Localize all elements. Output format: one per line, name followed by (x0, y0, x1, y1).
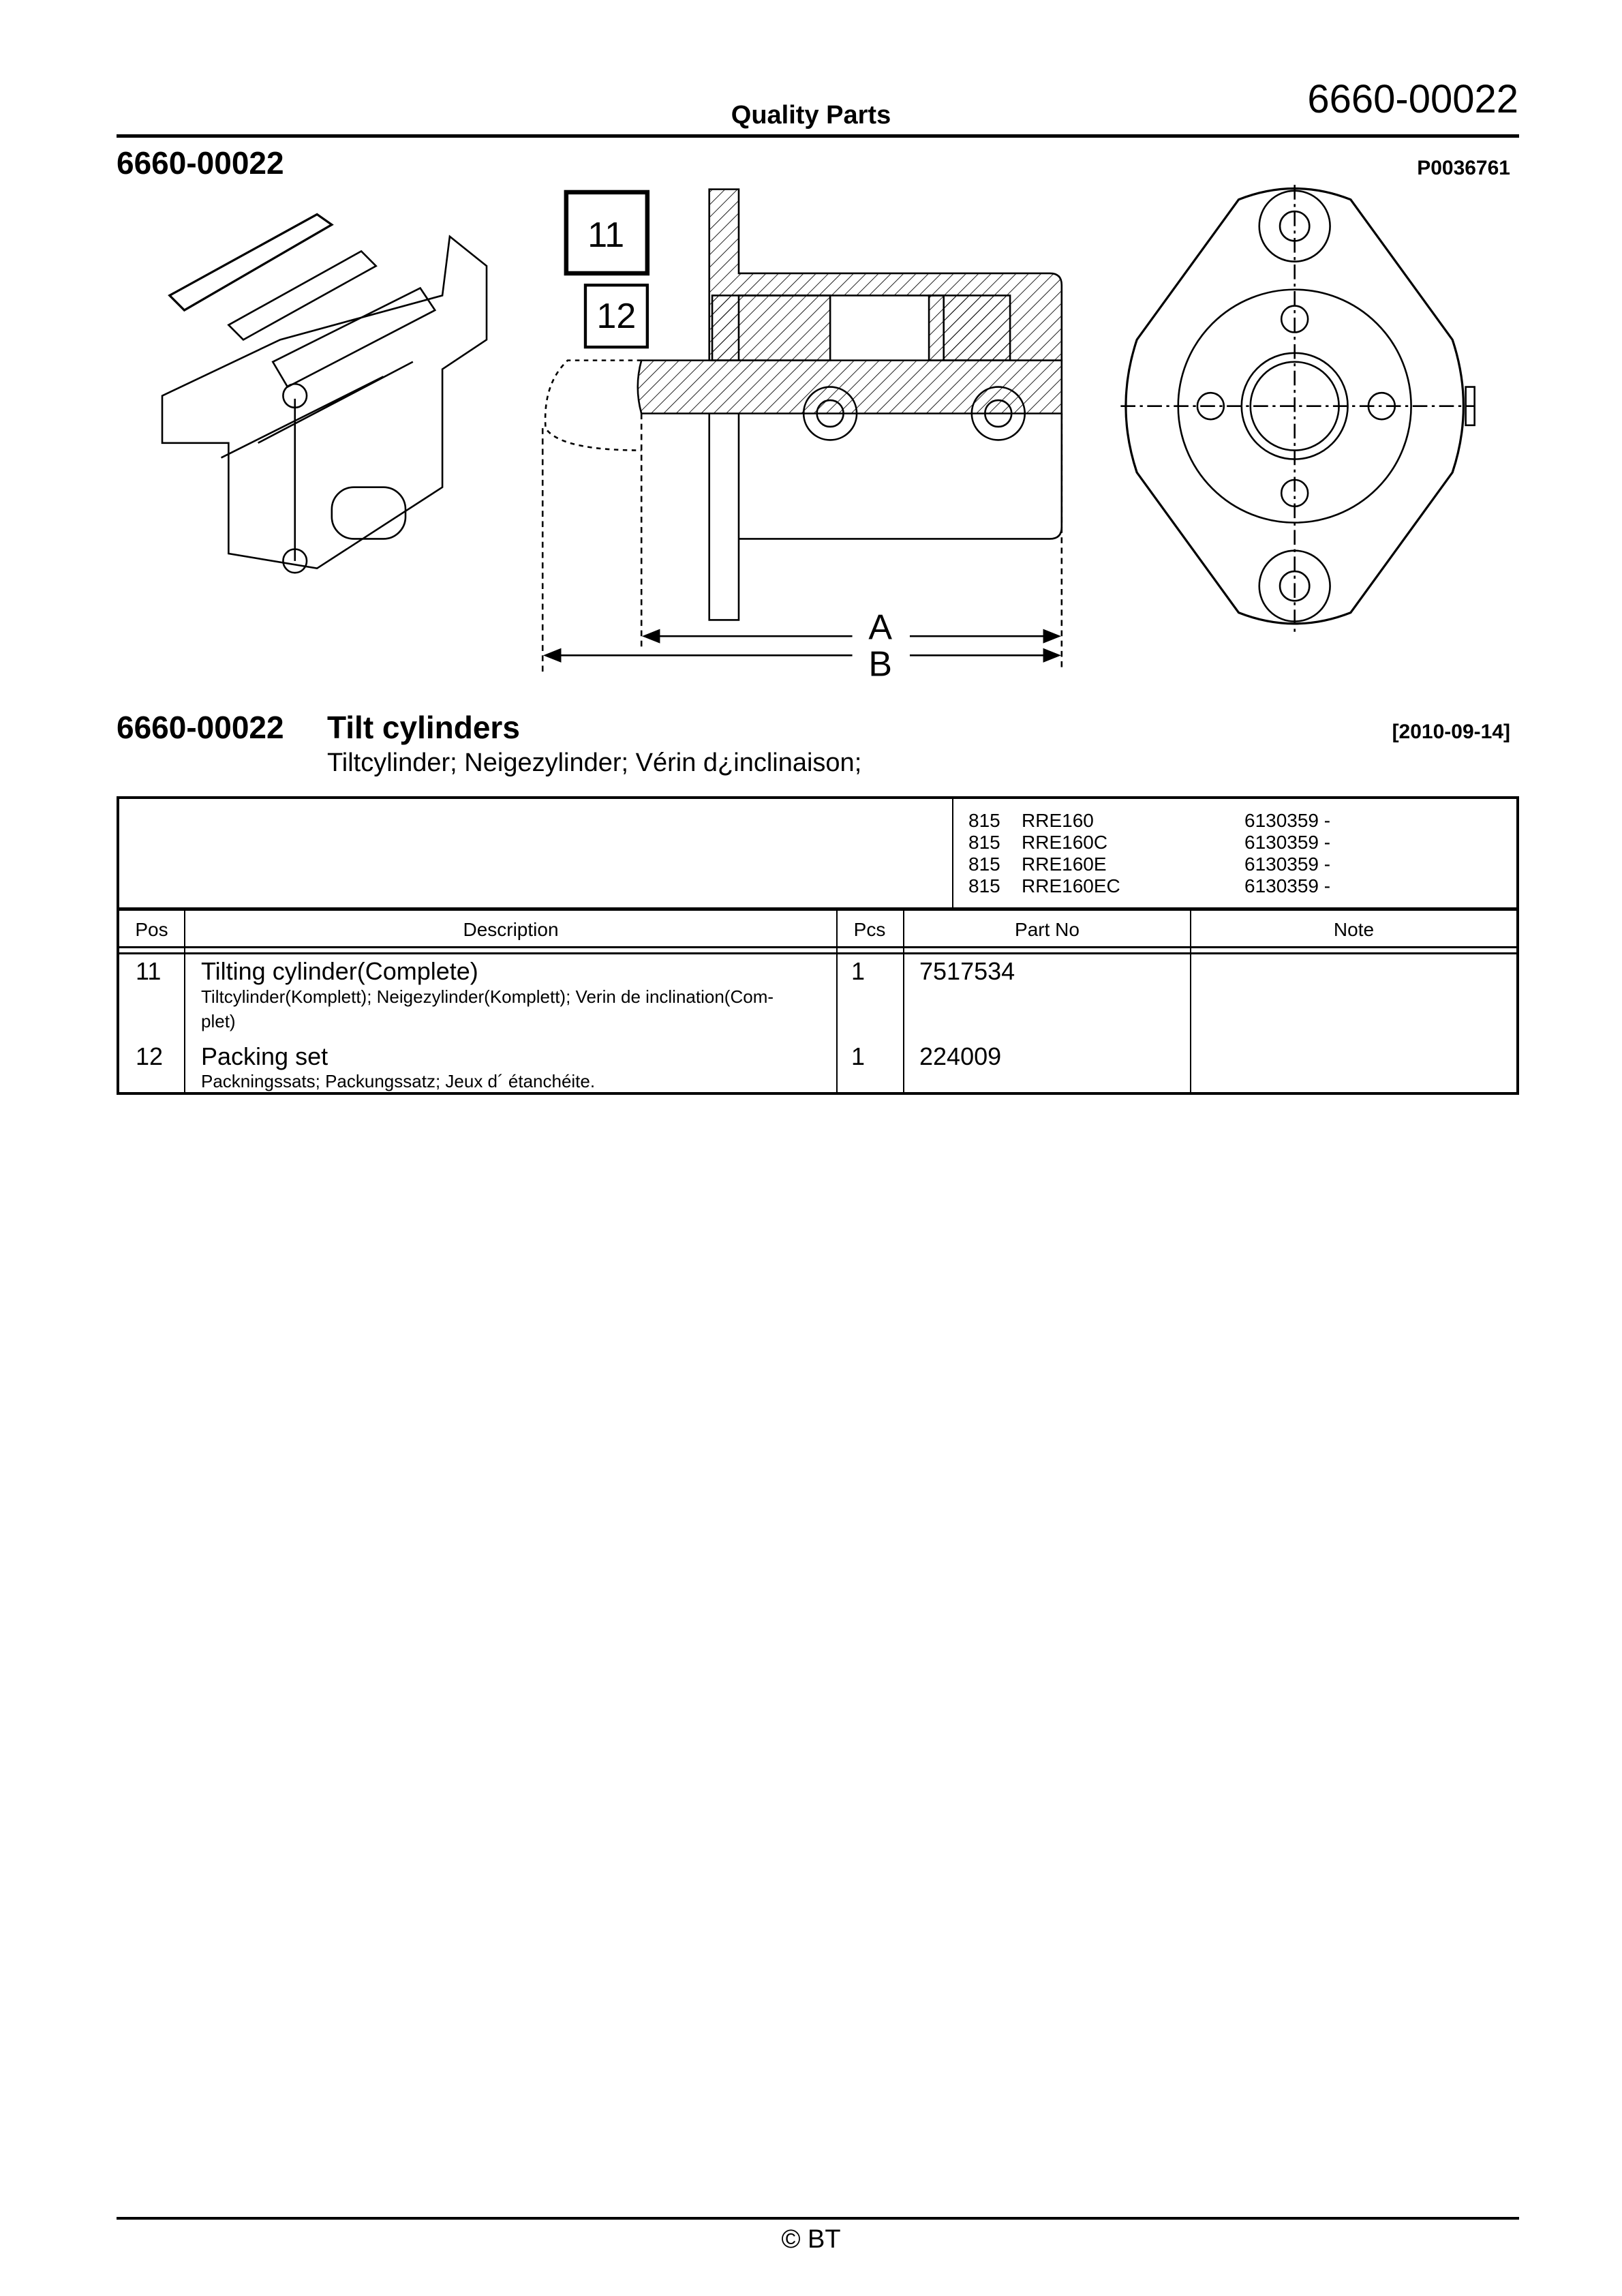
row-translation: Tiltcylinder(Komplett); Neigezylinder(Komplett); Verin de inclination(Com- (201, 986, 774, 1007)
illustration-id: P0036761 (1417, 157, 1510, 179)
header-title: Quality Parts (731, 101, 891, 130)
model-code: 815 (968, 854, 1000, 875)
dimension-b-label: B (868, 644, 893, 684)
group-subtitle: Tiltcylinder; Neigezylinder; Vérin d¿inclinaison; (327, 749, 862, 777)
row-pcs: 1 (851, 957, 866, 985)
model-applicability (119, 799, 1516, 911)
model-name: RRE160C (1022, 832, 1108, 853)
row-part-no: 224009 (919, 1042, 1002, 1070)
model-serial: 6130359 - (1244, 810, 1331, 831)
cylinder-cross-section (542, 190, 1062, 684)
header-pos: Pos (135, 919, 168, 940)
model-divider (952, 799, 953, 907)
header-double-line (119, 946, 1516, 948)
model-name: RRE160E (1022, 854, 1107, 875)
header-part-no: Part No (1015, 919, 1080, 940)
callout-12: 12 (596, 297, 637, 337)
header-description: Description (463, 919, 559, 940)
assembly-isometric-drawing (162, 214, 487, 573)
group-title: Tilt cylinders (327, 710, 520, 745)
callout-11: 11 (587, 215, 625, 256)
row-pcs: 1 (851, 1042, 866, 1070)
model-serial: 6130359 - (1244, 875, 1331, 896)
row-translation-cont: plet) (201, 1011, 236, 1031)
parts-table (117, 796, 1519, 1095)
row-description: Tilting cylinder(Complete) (201, 957, 478, 985)
row-pos: 12 (136, 1042, 164, 1070)
row-description: Packing set (201, 1042, 328, 1070)
section-catalog-number: 6660-00022 (117, 145, 284, 181)
header-double-line (119, 952, 1516, 954)
model-code: 815 (968, 875, 1000, 896)
model-code: 815 (968, 832, 1000, 853)
row-part-no: 7517534 (919, 957, 1015, 985)
model-name: RRE160 (1022, 810, 1094, 831)
header-note: Note (1333, 919, 1375, 940)
row-pos: 11 (136, 957, 162, 985)
header-doc-number: 6660-00022 (1307, 77, 1518, 121)
group-catalog-number: 6660-00022 (117, 710, 284, 745)
model-code: 815 (968, 810, 1000, 831)
model-serial: 6130359 - (1244, 832, 1331, 853)
group-date: [2010-09-14] (1392, 721, 1510, 743)
dimension-a-label: A (868, 607, 893, 648)
footer-copyright: © BT (781, 2225, 841, 2254)
table-header-row (119, 911, 1516, 946)
model-serial: 6130359 - (1244, 854, 1331, 875)
header-pcs: Pcs (853, 919, 886, 940)
model-name: RRE160EC (1022, 875, 1120, 896)
footer-divider (117, 2217, 1519, 2220)
row-translation: Packningssats; Packungssatz; Jeux d´ étanchéite. (201, 1071, 596, 1091)
flange-front-view (1120, 185, 1474, 632)
